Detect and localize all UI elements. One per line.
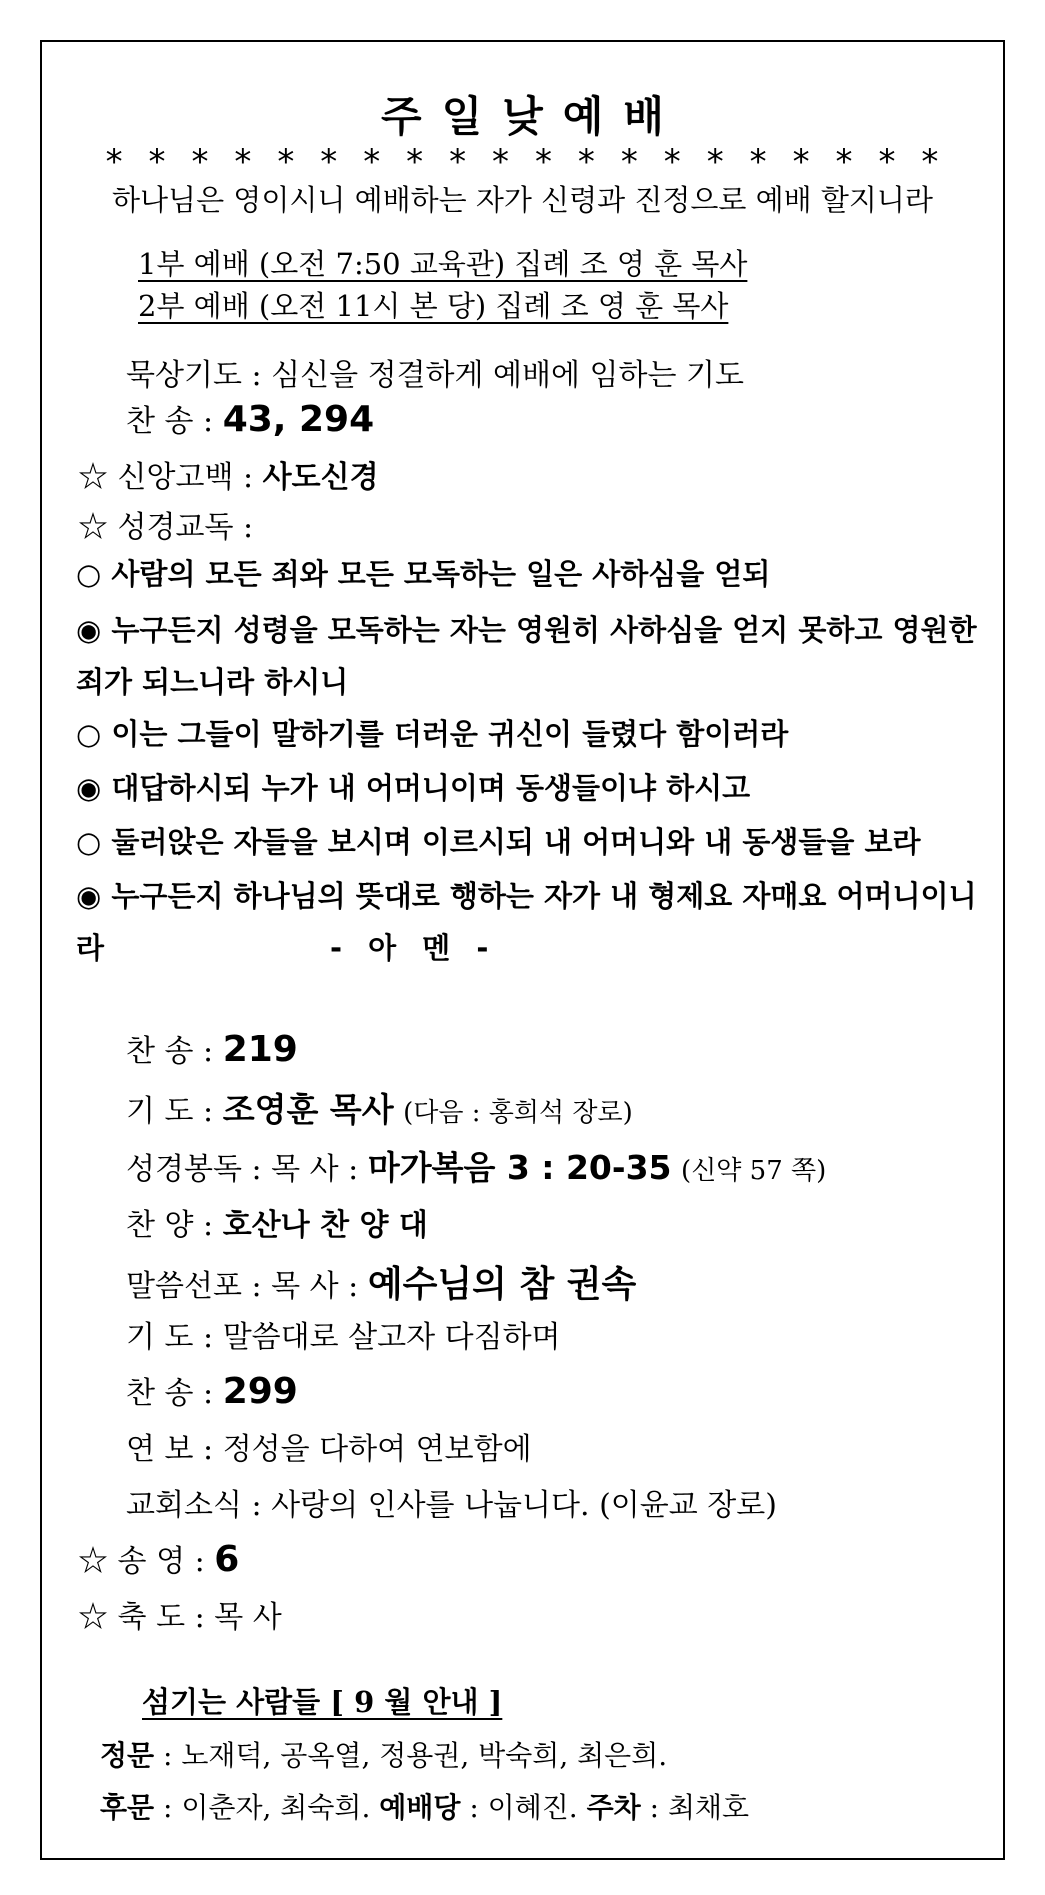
leader-mark-icon: ○ <box>76 557 102 591</box>
item-value: 심신을 정결하게 예배에 임하는 기도 <box>271 358 744 393</box>
servers-back <box>100 1786 749 1826</box>
sermon <box>126 1256 636 1307</box>
item-value: 조영훈 목사 <box>222 1090 394 1129</box>
reading-line <box>76 608 977 649</box>
item-label: 찬 송 : <box>126 404 214 439</box>
item-prefix: 목 사 : <box>271 1152 359 1187</box>
item-value: 호산나 찬 양 대 <box>222 1208 428 1243</box>
reading-text: 사람의 모든 죄와 모든 모독하는 일은 사하심을 얻되 <box>111 557 771 591</box>
item-value: 6 <box>214 1539 240 1580</box>
doxology <box>78 1536 239 1580</box>
server-label: 정문 <box>100 1739 155 1772</box>
item-label: 연 보 : <box>126 1432 214 1467</box>
item-label: 묵상기도 : <box>126 358 262 393</box>
item-note: (신약 57 쪽) <box>681 1156 827 1186</box>
item-label: 성경봉독 : <box>126 1152 262 1187</box>
reading-text: 이는 그들이 말하기를 더러운 귀신이 들렸다 함이러라 <box>111 717 789 751</box>
item-label: 송 영 : <box>117 1544 205 1579</box>
servers-front <box>100 1734 667 1774</box>
reading-line <box>76 660 348 701</box>
item-value: 마가복음 3 : 20-35 <box>367 1148 672 1187</box>
title-char: 배 <box>623 92 664 141</box>
item-label: 찬 양 : <box>126 1208 214 1243</box>
responsive-reading-heading <box>78 502 253 546</box>
star-icon: ☆ <box>78 1544 108 1579</box>
creed <box>78 452 379 496</box>
item-value: 219 <box>222 1029 298 1070</box>
amen: - 아 멘 - <box>330 931 497 965</box>
reading-line <box>76 766 750 807</box>
star-divider: * * * * * * * * * * * * * * * * * * * * <box>103 142 942 182</box>
hymn-second <box>126 1026 298 1070</box>
reading-text: 대답하시되 누가 내 어머니이며 동생들이냐 하시고 <box>111 771 751 805</box>
title-char: 낮 <box>502 92 543 141</box>
item-label: 성경교독 : <box>117 510 254 545</box>
reading-line <box>76 820 921 861</box>
server-label: 주차 <box>586 1791 641 1824</box>
reading-text: 누구든지 성령을 모독하는 자는 영원히 사하심을 얻지 못하고 영원한 <box>111 613 977 647</box>
item-label: 축 도 : <box>117 1600 205 1635</box>
benediction <box>78 1592 282 1636</box>
motto: 하나님은 영이시니 예배하는 자가 신령과 진정으로 예배 할지니라 <box>112 183 933 217</box>
reading-line <box>76 874 977 915</box>
reading-text: 누구든지 하나님의 뜻대로 행하는 자가 내 형제요 자매요 어머니이니 <box>111 879 977 913</box>
item-label: 신앙고백 : <box>117 460 254 495</box>
reading-line <box>76 712 788 753</box>
servers-heading: 섬기는 사람들 [ 9 월 안내 ] <box>142 1685 503 1719</box>
leader-mark-icon: ○ <box>76 717 102 751</box>
church-news <box>126 1480 777 1524</box>
star-icon: ☆ <box>78 510 108 545</box>
service-first: 1부 예배 (오전 7:50 교육관) 집례 조 영 훈 목사 <box>138 247 748 281</box>
reading-line-last <box>76 926 104 967</box>
title-char: 주 <box>381 92 422 141</box>
server-value: : 이춘자, 최숙희. <box>163 1791 371 1824</box>
service-second: 2부 예배 (오전 11시 본 당) 집례 조 영 훈 목사 <box>138 289 729 323</box>
item-label: 찬 송 : <box>126 1034 214 1069</box>
offering <box>126 1424 532 1468</box>
item-value: 목 사 <box>214 1600 282 1635</box>
reading-text: 라 <box>76 931 105 965</box>
star-icon: ☆ <box>78 1600 108 1635</box>
item-value: 299 <box>222 1371 298 1412</box>
item-label: 찬 송 : <box>126 1376 214 1411</box>
server-value: : 이혜진. <box>469 1791 578 1824</box>
hymn-first <box>126 396 374 440</box>
prayer-second <box>126 1312 561 1356</box>
title-char: 예 <box>562 92 604 141</box>
item-value: 사도신경 <box>262 460 379 495</box>
hymn-third <box>126 1368 298 1412</box>
item-value: 사랑의 인사를 나눕니다. (이윤교 장로) <box>271 1488 777 1523</box>
reading-text: 둘러앉은 자들을 보시며 이르시되 내 어머니와 내 동생들을 보라 <box>111 825 921 859</box>
reading-line <box>76 552 770 593</box>
item-value: 예수님의 참 권속 <box>367 1264 637 1305</box>
title-char: 일 <box>441 92 483 141</box>
choir <box>126 1200 428 1244</box>
item-prefix: 목 사 : <box>271 1269 359 1304</box>
item-note: (다음 : 홍희석 장로) <box>403 1098 633 1128</box>
reading-text: 죄가 되느니라 하시니 <box>76 665 349 699</box>
item-value: 43, 294 <box>222 399 375 440</box>
server-label: 후문 <box>100 1791 155 1824</box>
item-value: 말씀대로 살고자 다짐하며 <box>222 1320 561 1355</box>
server-value: : 최채호 <box>649 1791 750 1824</box>
item-label: 교회소식 : <box>126 1488 262 1523</box>
star-icon: ☆ <box>78 460 108 495</box>
server-label: 예배당 <box>379 1791 461 1824</box>
congregation-mark-icon: ◉ <box>76 613 102 647</box>
silent-prayer <box>126 350 744 394</box>
item-label: 말씀선포 : <box>126 1269 262 1304</box>
server-value: : 노재덕, 공옥열, 정용권, 박숙희, 최은희. <box>163 1739 668 1772</box>
congregation-mark-icon: ◉ <box>76 879 102 913</box>
prayer <box>126 1084 633 1131</box>
congregation-mark-icon: ◉ <box>76 771 102 805</box>
item-value: 정성을 다하여 연보함에 <box>222 1432 532 1467</box>
leader-mark-icon: ○ <box>76 825 102 859</box>
item-label: 기 도 : <box>126 1094 214 1129</box>
scripture-reading <box>126 1142 826 1189</box>
page-title <box>0 84 1045 144</box>
item-label: 기 도 : <box>126 1320 214 1355</box>
